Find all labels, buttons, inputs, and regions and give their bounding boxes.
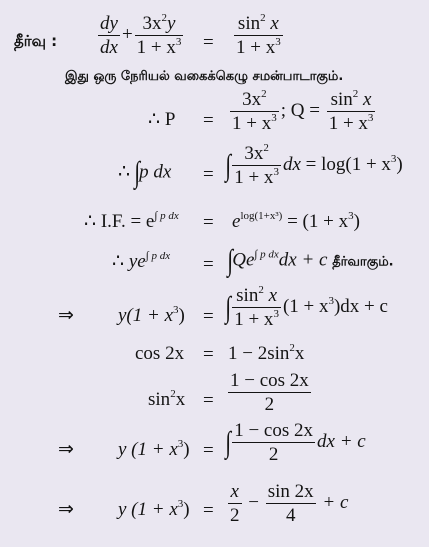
sin-squared-identity: $\sin^2x$: [148, 388, 186, 410]
differential-equation: $\frac{dy}{dx}$ + $\frac{3x^2y}{1 + x^3}$: [100, 12, 182, 58]
cos-identity: cos 2x: [135, 343, 185, 364]
p-and-q-definition: $\frac{3x^2}{1 + x^3}$ ; Q = $\frac{\sin^2 x}{1 + x^3}$: [232, 88, 374, 134]
substituted-integral: y $(1 + x^3)$: [118, 438, 190, 460]
general-solution-form: ∴ $ye^{\int p dx}$: [112, 250, 171, 272]
linear-equation-note: இது ஒரு நேரியல் வகைக்கெழு சமன்பாடாகும்.: [65, 69, 344, 84]
integral-p-dx: ∴ ∫p dx: [118, 156, 172, 189]
substituted-solution: $y(1 + x^3)$: [118, 304, 185, 326]
integral-result: ∫ $\frac{3x^2}{1 + x^3}$ dx = $\log(1 + x^3)$: [225, 142, 403, 188]
integrating-factor: ∴ I.F. = $e^{\int p dx}$: [84, 210, 179, 232]
solution-label: தீர்வு :: [14, 32, 58, 50]
therefore-symbol: ∴ P: [148, 109, 176, 130]
textbook-page: தீர்வு : $\frac{dy}{dx}$ + $\frac{3x^2y}{1 + x^3}$ = $\frac{\sin^2 x}{1 + x^3}$ இது ஒரு நேரியல் வகைக்கெழு சமன்பாடாகும். ∴ P = $\frac{3x^2}{1 + x^3}$ ; Q = $\frac{\sin^2 x}{1 + x^3}$ ∴ ∫p dx = ∫ $\frac{3x^2}{1 + x^3}$ dx = $\log(1 + x^3)$ ∴ I.F. = $e^{\int p dx}$ = $e^{log(1+x^3)} = (1 + x^3)$ ∴ $ye^{\int p dx}$ = $\int Qe^{\int p dx}dx + c$ தீர்வாகும். ⇒ $y(1 + x^3)$ = ∫ $\frac{\sin^2 x}{1 + x^3}$ $(1 + x^3)dx + c$ cos 2x = $1 - 2\sin^2x$ $\sin^2x$ = $\frac{1 - \cos 2x}{2}$ ⇒ y $(1 + x^3)$ = ∫ $\frac{1 - \cos 2x}{2}$ dx + c ⇒ y $(1 + x^3)$ = $\frac{x}{2}$ − $\frac{\sin 2x}{4}$ + c: [14, 12, 403, 526]
final-solution: y $(1 + x^3)$: [118, 498, 190, 520]
implies-symbol: ⇒: [58, 305, 74, 326]
